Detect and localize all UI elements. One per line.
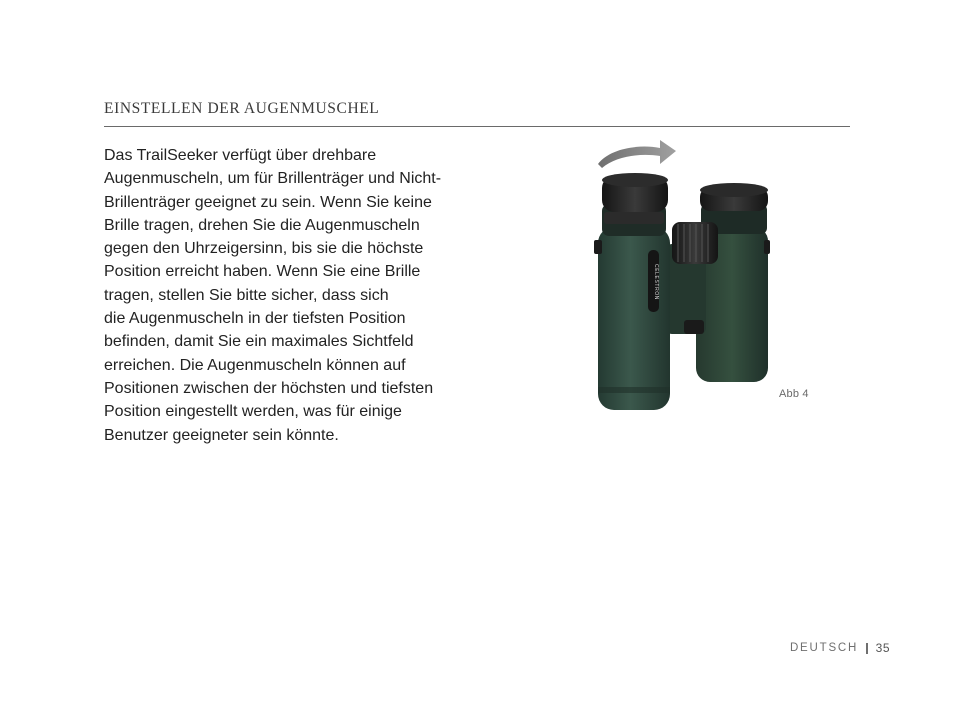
body-line: befinden, damit Sie ein maximales Sichtfeld xyxy=(104,333,414,351)
rotation-arrow-icon xyxy=(598,140,676,168)
figure-caption: Abb 4 xyxy=(779,388,809,400)
page-number: 35 xyxy=(875,641,890,655)
body-line: Positionen zwischen der höchsten und tiefsten xyxy=(104,379,434,397)
heading-divider xyxy=(104,126,850,127)
binoculars-illustration xyxy=(580,132,770,422)
body-line: Benutzer geeigneter sein könnte. xyxy=(104,426,339,444)
body-line: die Augenmuscheln in der tiefsten Position xyxy=(104,310,406,328)
left-barrel xyxy=(594,173,670,410)
body-line: Position erreicht haben. Wenn Sie eine Brille xyxy=(104,263,421,281)
body-paragraph xyxy=(104,144,484,447)
footer-separator xyxy=(866,643,868,654)
right-barrel xyxy=(696,183,770,382)
footer-language: DEUTSCH xyxy=(789,642,859,654)
body-line: Das TrailSeeker verfügt über drehbare xyxy=(104,147,377,164)
brand-logo: CELESTRON xyxy=(653,264,659,300)
body-line: Brillenträger geeignet zu sein. Wenn Sie keine xyxy=(104,193,432,211)
body-line: Augenmuscheln, um für Brillenträger und Nicht- xyxy=(104,170,442,188)
section-heading: EINSTELLEN DER AUGENMUSCHEL xyxy=(104,100,380,117)
body-line: Brille tragen, drehen Sie die Augenmuscheln xyxy=(104,216,420,234)
binoculars-figure xyxy=(580,132,770,422)
body-line: erreichen. Die Augenmuscheln können auf xyxy=(104,356,406,374)
page-footer xyxy=(790,641,890,655)
body-line: gegen den Uhrzeigersinn, bis sie die höchste xyxy=(104,240,424,258)
body-line: tragen, stellen Sie bitte sicher, dass sich xyxy=(104,286,389,304)
body-line: Position eingestellt werden, was für einige xyxy=(104,403,402,421)
